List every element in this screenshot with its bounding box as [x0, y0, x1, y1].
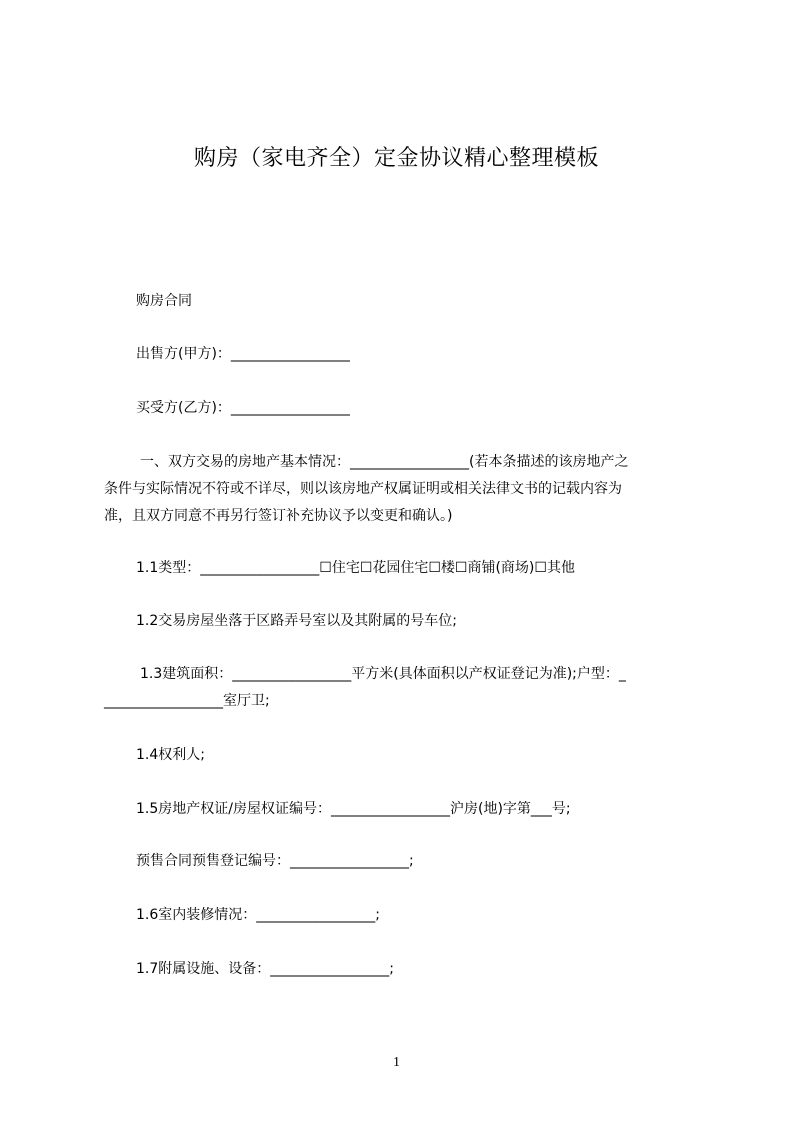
item-1-3-line2: _________________室厅卫; — [104, 693, 270, 709]
section1-line2: 条件与实际情况不符或不详尽，则以该房地产权属证明或相关法律文书的记载内容为 — [104, 481, 622, 497]
item-1-7: 1.7附属设施、设备：_________________; — [136, 961, 394, 977]
item-1-1: 1.1类型：_________________☐住宅☐花园住宅☐楼☐商铺(商场)☐其他 — [136, 560, 575, 576]
page-number: 1 — [393, 1055, 400, 1070]
item-1-6: 1.6室内装修情况：_________________; — [136, 907, 380, 923]
buyer-line: 买受方(乙方)：_________________ — [136, 400, 350, 416]
item-1-5: 1.5房地产权证/房屋权证编号：_________________沪房(地)字第___号; — [136, 801, 571, 817]
document-title: 购房（家电齐全）定金协议精心整理模板 — [193, 146, 599, 171]
item-1-4: 1.4权利人; — [136, 747, 205, 763]
seller-line: 出售方(甲方)：_________________ — [136, 346, 350, 362]
section1-line3: 准，且双方同意不再另行签订补充协议予以变更和确认。) — [104, 508, 453, 524]
item-1-2: 1.2交易房屋坐落于区路弄号室以及其附属的号车位; — [136, 613, 457, 629]
item-1-3-line1: 1.3建筑面积：_________________平方米(具体面积以产权证登记为准);户型：_ — [140, 666, 626, 682]
presale-registration-line: 预售合同预售登记编号：_________________; — [136, 853, 414, 869]
section1-line1: 一、双方交易的房地产基本情况：_________________(若本条描述的该房地产之 — [140, 454, 629, 470]
contract-heading: 购房合同 — [136, 293, 192, 309]
